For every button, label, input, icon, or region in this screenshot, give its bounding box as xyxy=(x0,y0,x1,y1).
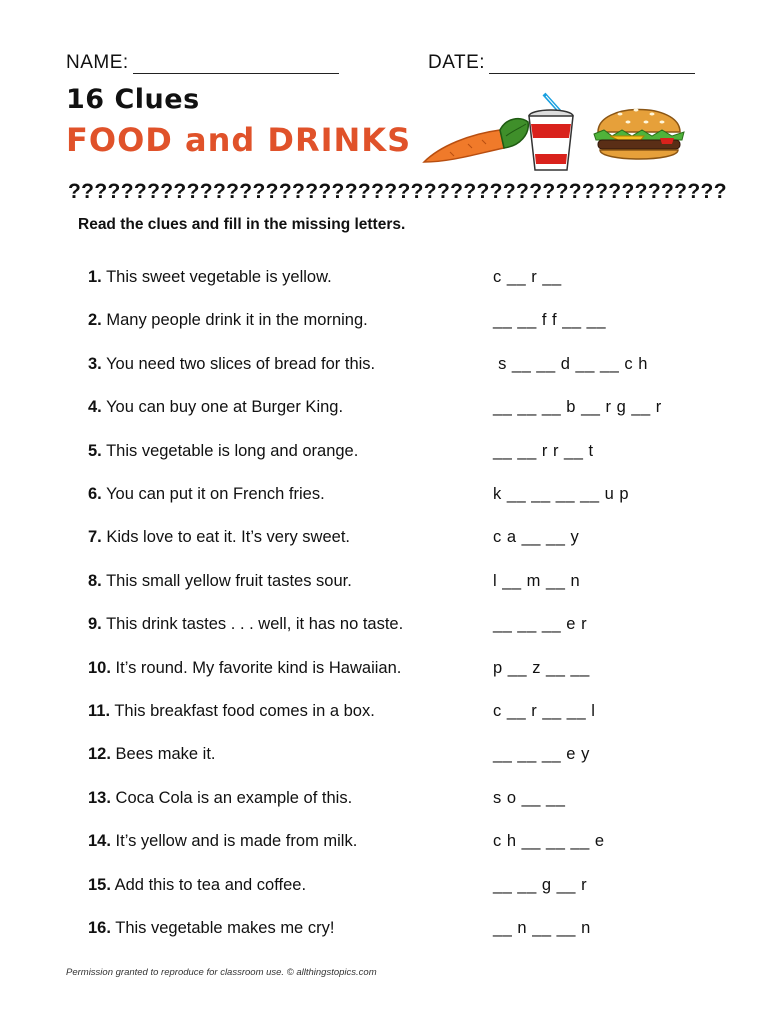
clue-answer-blanks[interactable]: s __ __ d __ __ c h xyxy=(493,355,648,373)
clue-item xyxy=(88,442,358,461)
clue-number: 14. xyxy=(88,832,111,850)
clue-text: This sweet vegetable is yellow. xyxy=(106,268,332,286)
question-mark-row: ?????????????????????????????????????????????????? xyxy=(68,180,727,203)
clue-answer-blanks[interactable]: __ n __ __ n xyxy=(493,919,591,937)
clue-text: It’s yellow and is made from milk. xyxy=(115,832,358,850)
name-field[interactable] xyxy=(66,52,339,74)
date-label: DATE: xyxy=(428,52,486,73)
clue-item xyxy=(88,485,325,504)
clue-answer-blanks[interactable]: c __ r __ xyxy=(493,268,562,286)
clue-text: This drink tastes . . . well, it has no taste. xyxy=(106,615,404,633)
clue-item xyxy=(88,572,352,591)
clue-text: This breakfast food comes in a box. xyxy=(114,702,375,720)
clue-text: Many people drink it in the morning. xyxy=(106,311,368,329)
hamburger-icon xyxy=(590,92,688,170)
clue-number: 8. xyxy=(88,572,102,590)
soda-cup-icon xyxy=(522,90,580,176)
clue-number: 15. xyxy=(88,876,111,894)
clue-number: 3. xyxy=(88,355,102,373)
clue-text: This vegetable makes me cry! xyxy=(115,919,335,937)
clue-answer-blanks[interactable]: __ __ __ e r xyxy=(493,615,588,633)
clue-item xyxy=(88,398,343,417)
clue-item xyxy=(88,832,357,851)
date-line[interactable] xyxy=(489,55,695,74)
clue-item xyxy=(88,919,334,938)
clue-text: This vegetable is long and orange. xyxy=(106,442,359,460)
clue-item xyxy=(88,659,401,678)
clue-text: Add this to tea and coffee. xyxy=(114,876,307,894)
page-title: 16 Clues xyxy=(66,84,200,115)
carrot-icon xyxy=(420,112,532,170)
clue-number: 10. xyxy=(88,659,111,677)
clue-answer-blanks[interactable]: c h __ __ __ e xyxy=(493,832,605,850)
name-line[interactable] xyxy=(133,55,339,74)
date-field[interactable] xyxy=(428,52,695,74)
clue-item xyxy=(88,355,375,374)
clue-number: 16. xyxy=(88,919,111,937)
clue-text: You need two slices of bread for this. xyxy=(106,355,376,373)
clue-number: 1. xyxy=(88,268,102,286)
clue-answer-blanks[interactable]: __ __ f f __ __ xyxy=(493,311,607,329)
clue-item xyxy=(88,268,332,287)
clue-number: 11. xyxy=(88,702,111,720)
clue-text: Bees make it. xyxy=(115,745,216,763)
clue-answer-blanks[interactable]: p __ z __ __ xyxy=(493,659,590,677)
clue-item xyxy=(88,789,352,808)
clue-text: It’s round. My favorite kind is Hawaiian. xyxy=(115,659,402,677)
clue-text: You can buy one at Burger King. xyxy=(106,398,344,416)
clue-item xyxy=(88,876,306,895)
clue-answer-blanks[interactable]: __ __ g __ r xyxy=(493,876,588,894)
clue-item xyxy=(88,311,368,330)
clue-answer-blanks[interactable]: s o __ __ xyxy=(493,789,566,807)
clue-number: 6. xyxy=(88,485,102,503)
clue-answer-blanks[interactable]: l __ m __ n xyxy=(493,572,581,590)
clue-answer-blanks[interactable]: k __ __ __ __ u p xyxy=(493,485,630,503)
clue-answer-blanks[interactable]: c a __ __ y xyxy=(493,528,580,546)
clue-answer-blanks[interactable]: c __ r __ __ l xyxy=(493,702,596,720)
clue-number: 9. xyxy=(88,615,102,633)
clue-number: 13. xyxy=(88,789,111,807)
clue-text: Coca Cola is an example of this. xyxy=(115,789,353,807)
footer-permission: Permission granted to reproduce for classroom use. © allthingstopics.com xyxy=(66,967,377,978)
clue-text: This small yellow fruit tastes sour. xyxy=(106,572,352,590)
clue-item xyxy=(88,528,350,547)
clue-answer-blanks[interactable]: __ __ __ b __ r g __ r xyxy=(493,398,662,416)
clue-answer-blanks[interactable]: __ __ r r __ t xyxy=(493,442,594,460)
clue-number: 12. xyxy=(88,745,111,763)
instructions: Read the clues and fill in the missing letters. xyxy=(78,216,406,233)
clue-item xyxy=(88,615,403,634)
clue-number: 5. xyxy=(88,442,102,460)
clue-number: 2. xyxy=(88,311,102,329)
clue-answer-blanks[interactable]: __ __ __ e y xyxy=(493,745,590,763)
page-subtitle: FOOD and DRINKS xyxy=(66,121,412,159)
clue-text: You can put it on French fries. xyxy=(106,485,325,503)
clue-item xyxy=(88,745,216,764)
clue-text: Kids love to eat it. It’s very sweet. xyxy=(106,528,350,546)
clue-item xyxy=(88,702,375,721)
name-label: NAME: xyxy=(66,52,129,73)
clue-number: 4. xyxy=(88,398,102,416)
clue-number: 7. xyxy=(88,528,102,546)
